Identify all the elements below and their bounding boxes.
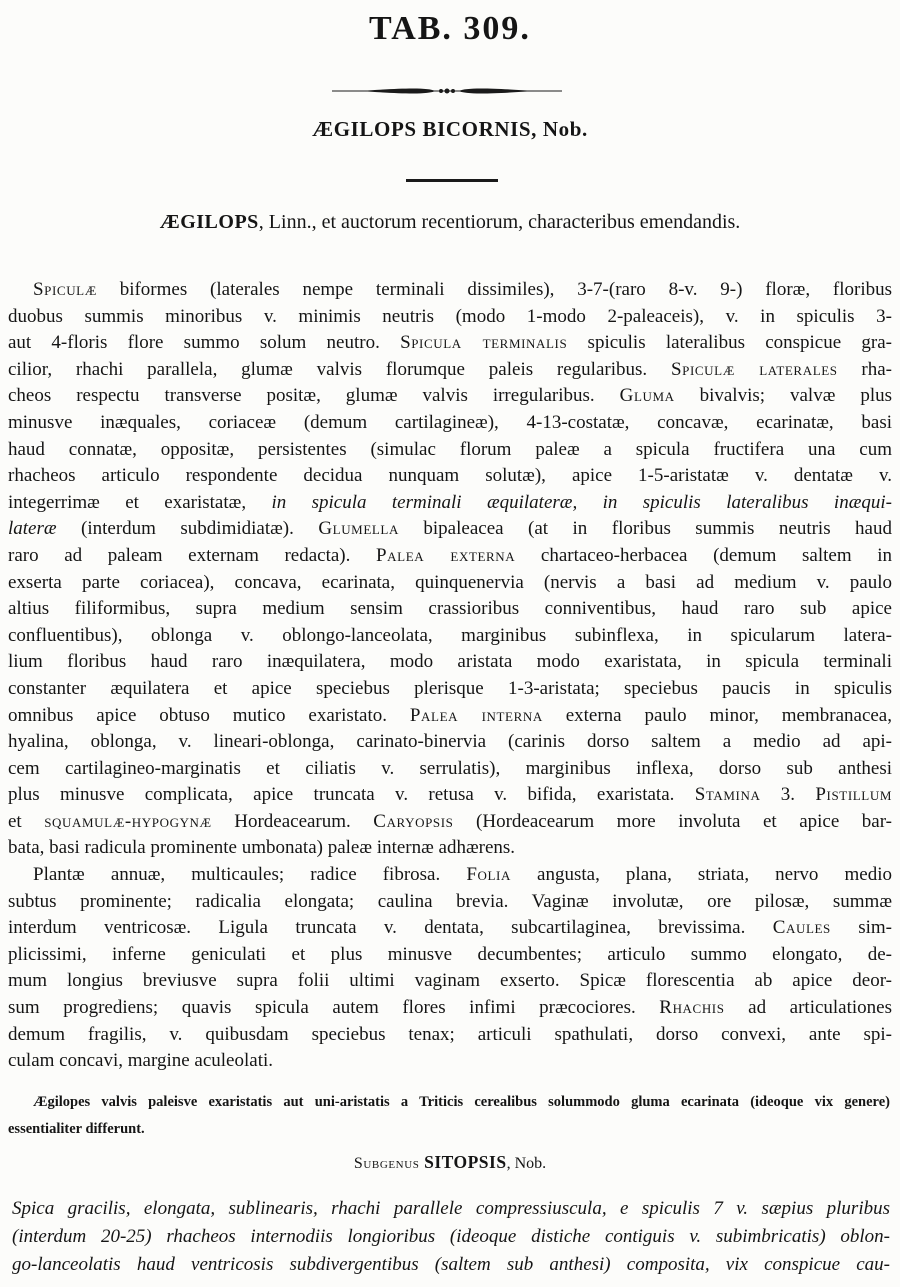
text-segment: exserta parte coriacea), concava, ecarinata, quinquenervia (nervis a basi ad medium v. paulo xyxy=(8,571,892,593)
text-line xyxy=(8,304,892,331)
text-line xyxy=(8,835,892,862)
text-segment: cem cartilagineo-marginatis et ciliatis v. serrulatis), marginibus inflexa, dorso sub anthesi xyxy=(8,757,892,779)
text-line xyxy=(8,782,892,809)
text-segment: duobus summis minoribus v. minimis neutris (modo 1-modo 2-paleaceis), v. in spiculis 3- xyxy=(8,305,892,327)
genus-intro-line xyxy=(0,211,900,234)
text-line xyxy=(8,410,892,437)
text-line xyxy=(8,729,892,756)
text-segment: Palea externa xyxy=(376,544,516,566)
text-segment: Plantæ annuæ, multicaules; radice fibrosa. xyxy=(33,864,467,886)
ornamental-divider-icon xyxy=(332,84,562,98)
text-segment: SITOPSIS xyxy=(424,1152,507,1172)
text-line xyxy=(8,277,892,304)
text-line xyxy=(12,1195,890,1223)
text-segment: plus minusve complicata, apice truncata v. retusa v. bifida, exaristata. xyxy=(8,784,695,806)
text-segment: essentialiter differunt. xyxy=(8,1121,145,1137)
text-segment: lium floribus haud raro inæquilatera, modo aristata modo exaristata, in spicula terminali xyxy=(8,651,892,673)
text-segment: spiculis lateralibus conspicue gra- xyxy=(567,332,892,354)
text-segment: squamulæ-hypogynæ xyxy=(44,810,212,832)
text-segment: Hordeacearum. xyxy=(211,810,374,832)
text-segment: Ægilopes valvis paleisve exaristatis aut uni-aristatis a Triticis cerealibus solummodo gluma ecarinata (ideoque vix genere) xyxy=(33,1094,890,1110)
text-segment: aut 4-floris flore summo solum neutro. xyxy=(8,332,401,354)
text-segment: angusta, plana, striata, nervo medio xyxy=(510,864,892,886)
subgenus-description xyxy=(12,1195,890,1279)
text-segment: Rhachis xyxy=(659,997,725,1019)
text-segment: chartaceo-herbacea (demum saltem in xyxy=(515,544,892,566)
text-segment: cilior, rhachi parallela, glumæ valvis florumque paleis regularibus. xyxy=(8,358,671,380)
text-segment: Palea interna xyxy=(409,704,543,726)
text-segment: culam concavi, margine aculeolati. xyxy=(8,1050,274,1072)
text-segment: (interdum subdimidiatæ). xyxy=(56,518,319,540)
text-segment: 3. xyxy=(760,784,816,806)
text-segment: Spiculæ laterales xyxy=(670,358,838,380)
text-segment: Stamina xyxy=(694,784,761,806)
text-line xyxy=(12,1251,890,1279)
plate-title: TAB. 309. xyxy=(369,10,531,47)
description-paragraph-spiculae xyxy=(8,277,892,862)
text-line xyxy=(8,437,892,464)
text-segment: Folia xyxy=(466,864,511,886)
text-segment: omnibus apice obtuso mutico exaristato. xyxy=(8,704,410,726)
text-segment: (interdum 20-25) rhacheos internodiis longioribus (ideoque distiche contiguis v. subimbricatis) oblon- xyxy=(12,1226,890,1247)
text-segment: ad articulationes xyxy=(724,997,892,1019)
text-line xyxy=(8,330,892,357)
text-segment: biformes (laterales nempe terminali dissimiles), 3-7-(raro 8-v. 9-) floræ, floribus xyxy=(96,279,892,300)
text-line xyxy=(8,889,892,916)
text-segment: constanter æquilatera et apice speciebus plerisque 1-3-aristata; speciebus paucis in spiculis xyxy=(8,677,892,699)
text-segment: Glumella xyxy=(318,518,399,540)
text-segment: demum fragilis, v. quibusdam speciebus tenax; articuli spathulati, dorso convexi, ante spi- xyxy=(8,1023,892,1045)
text-segment: rha- xyxy=(837,358,892,380)
text-line xyxy=(8,676,892,703)
text-segment: interdum ventricosæ. Ligula truncata v. dentata, subcartilaginea, brevissima. xyxy=(8,917,773,939)
text-line xyxy=(8,570,892,597)
text-segment: Gluma xyxy=(619,385,675,407)
text-segment: lateræ xyxy=(8,518,57,540)
text-segment: haud connatæ, oppositæ, persistentes (simulac florum paleæ a spicula fructifera una cum xyxy=(8,438,892,460)
text-segment: sum progrediens; quavis spicula autem flores infimi præcociores. xyxy=(8,997,660,1019)
text-line xyxy=(8,915,892,942)
footnote-note xyxy=(8,1089,890,1143)
text-segment: cheos respectu transverse positæ, glumæ valvis irregularibus. xyxy=(8,385,620,407)
text-line xyxy=(8,649,892,676)
text-line xyxy=(8,942,892,969)
text-line xyxy=(8,623,892,650)
text-line xyxy=(8,995,892,1022)
text-segment: Caryopsis xyxy=(373,810,454,832)
text-segment: integerrimæ et exaristatæ, xyxy=(8,491,272,513)
text-line xyxy=(8,543,892,570)
text-line xyxy=(8,703,892,730)
text-segment: subtus prominente; radicalia elongata; caulina brevia. Vaginæ involutæ, ore pilosæ, summæ xyxy=(8,890,892,912)
text-line xyxy=(8,463,892,490)
text-segment: et xyxy=(8,810,45,832)
text-segment: bata, basi radicula prominente umbonata) paleæ internæ adhærens. xyxy=(8,837,516,859)
text-segment: raro ad paleam externam redacta). xyxy=(8,544,376,566)
text-line xyxy=(8,809,892,836)
text-segment: Spica gracilis, elongata, sublinearis, rhachi parallele compressiuscula, e spiculis 7 v. sæpius pluribus xyxy=(12,1198,890,1219)
text-segment: (Hordeacearum more involuta et apice bar- xyxy=(453,810,892,832)
text-segment: mum longius breviusve supra folii ultimi vaginam exserto. Spicæ florescentia ab apice deor- xyxy=(8,970,892,992)
text-segment: confluentibus), oblonga v. oblongo-lanceolata, marginibus subinflexa, in spicularum latera- xyxy=(8,624,892,646)
text-segment: , Linn., et auctorum recentiorum, characteribus emendandis. xyxy=(258,211,741,233)
species-heading: ÆGILOPS BICORNIS, Nob. xyxy=(312,117,588,141)
subgenus-heading xyxy=(0,1152,900,1173)
text-segment: hyalina, oblonga, v. lineari-oblonga, carinato-binervia (carinis dorso saltem a medio ad api- xyxy=(8,731,892,753)
section-rule xyxy=(406,179,498,182)
text-line xyxy=(8,756,892,783)
text-line xyxy=(8,1116,890,1143)
text-line xyxy=(8,383,892,410)
text-segment: ÆGILOPS xyxy=(159,211,259,233)
text-segment: Caules xyxy=(772,917,831,939)
text-line xyxy=(8,1089,890,1116)
text-segment: sim- xyxy=(830,917,892,939)
text-line xyxy=(8,1048,892,1075)
text-segment: minusve inæquales, coriaceæ (demum cartilagineæ), 4-13-costatæ, concavæ, ecarinatæ, basi xyxy=(8,411,892,433)
text-segment: , Nob. xyxy=(506,1155,547,1172)
text-segment: plicissimi, inferne geniculati et plus minusve decumbentes; articulo summo elongato, de- xyxy=(8,943,892,965)
text-segment: bipaleacea (at in floribus summis neutris haud xyxy=(398,518,892,540)
description-paragraph-plantae xyxy=(8,862,892,1075)
text-segment: Spicula terminalis xyxy=(400,332,568,354)
ornamental-divider xyxy=(332,84,562,98)
text-segment: Subgenus xyxy=(353,1155,425,1172)
text-line xyxy=(12,1223,890,1251)
text-line xyxy=(8,596,892,623)
text-line xyxy=(8,1022,892,1049)
text-segment: rhacheos articulo respondente decidua nunquam solutæ), apice 1-5-aristatæ v. dentatæ v. xyxy=(8,465,892,487)
text-line xyxy=(8,516,892,543)
text-line xyxy=(8,968,892,995)
text-segment: Pistillum xyxy=(815,784,892,806)
text-segment: externa paulo minor, membranacea, xyxy=(542,704,892,726)
text-segment: go-lanceolatis haud ventricosis subdivergentibus (saltem sub anthesi) composita, vix conspicue cau- xyxy=(12,1254,890,1275)
generic-description xyxy=(8,277,892,1075)
text-segment: in spicula terminali æquilateræ, in spiculis lateralibus inæqui- xyxy=(271,491,892,513)
text-segment: altius filiformibus, supra medium sensim crassioribus conniventibus, haud raro sub apice xyxy=(8,598,892,620)
text-line xyxy=(8,490,892,517)
text-segment: Spiculæ xyxy=(33,279,97,300)
text-line xyxy=(8,862,892,889)
text-segment: bivalvis; valvæ plus xyxy=(674,385,892,407)
text-line xyxy=(8,357,892,384)
